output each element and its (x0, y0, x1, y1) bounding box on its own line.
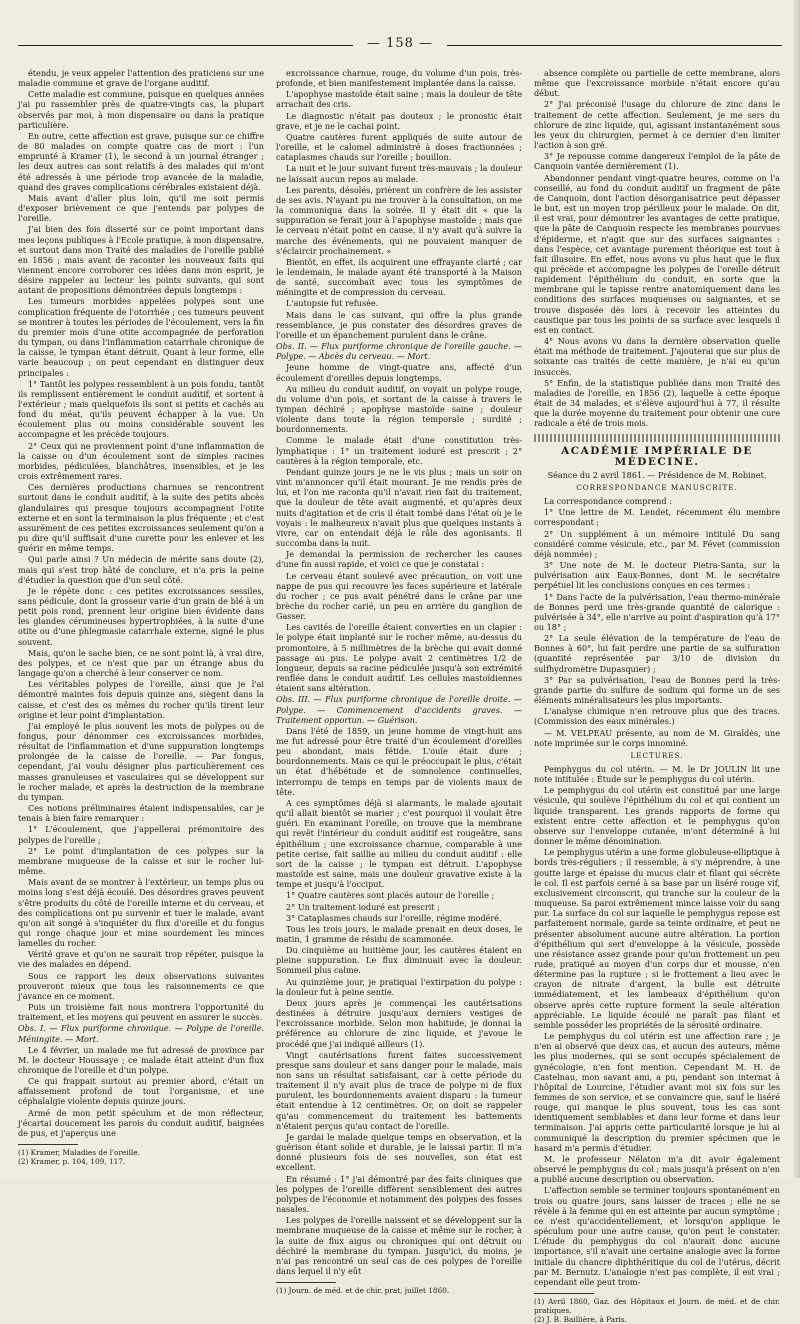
page-number: — 158 — (366, 36, 434, 51)
paragraph: 3° Cataplasmes chauds sur l'oreille, régime modéré. (286, 912, 502, 923)
paragraph: L'autopsie fut refusée. (286, 298, 379, 309)
col2-footnotes (276, 1286, 522, 1295)
paragraph: J'ai bien des fois disserté sur ce point important dans mes leçons publiques à l'Ecole pratique, à mon dispensaire, et surtout dans mon Traité des maladies de l'oreille publié en 1856 ; mais avant de raconter les nouveaux faits qui viennent encore corroborer ces idées dans mon esprit, je désire rappeler au lecteur les points suivants, qui sont autant de propositions démontrées depuis longtemps : (18, 224, 264, 296)
paragraph: 3° Je repousse comme dangereux l'emploi de la pâte de Canquoin vantée dernièrement (1). (534, 151, 780, 172)
paragraph: Au quinzième jour, je pratiquai l'extirpation du polype : la douleur fut à peine sentie. (276, 976, 522, 997)
paragraph: Tous les trois jours, le malade prenait en deux doses, le matin, 1 gramme de résidu de scammonée. (276, 923, 522, 944)
paragraph: Mais avant de se montrer à l'extérieur, un temps plus ou moins long s'est déjà écoulé. Des désordres graves peuvent s'être produits du côté de l'oreille interne et du cerveau, et des complications ont pu survenir et tuer le malade, avant qu'on ait songé à s'inquiéter du flux d'oreille et du fongus qui ronge chaque jour et mine sourdement les minces lamelles du rocher. (18, 877, 264, 949)
paragraph: Mais dans le cas suivant, qui offre la plus grande ressemblance, je pus constater des désordres graves de l'oreille et un épanchement purulent dans le crâne. (276, 309, 522, 340)
paragraph: Vérité grave et qu'on ne saurait trop répéter, puisque la vie des malades en dépend. (18, 949, 264, 970)
paragraph: Les tumeurs morbides appelées polypes sont une complication fréquente de l'otorrhée ; ces tumeurs peuvent se montrer à toutes les périodes de l'écoulement, vers la fin du premier mois d'une otite accompagnée de perforation du tympan, ou dans l'inflammation catarrhale chronique de la caisse, le tympan étant détruit. Quant à leur forme, elle varie beaucoup ; on peut cependant en distinguer deux principales : (18, 296, 265, 378)
paragraph: Puis un troisième fait nous montrera l'opportunité du traitement, et les moyens qui peuvent en assurer le succès. (18, 1002, 264, 1023)
paragraph: A ces symptômes déjà si alarmants, le malade ajoutait qu'il allait bientôt se marier ; c'est pourquoi il voulait être guéri. En examinant l'oreille, on trouve que la membrane qui revêt l'intérieur du conduit auditif est rougeâtre, sans épithélium ; une excroissance charnue, comparable à une petite cerise, fait saillie au milieu du conduit auditif : elle sort de la caisse ; le tympan est détruit. L'apophyse mastoïde est saine, mais une douleur gravative existe à la tempe et jusqu'à l'occiput. (276, 797, 522, 890)
paragraph: Jeune homme de vingt-quatre ans, affecté d'un écoulement d'oreilles depuis longtemps. (276, 362, 522, 383)
paragraph: Ces dernières productions charnues se rencontrent surtout dans le conduit auditif, à la suite des petits abcès glandulaires qui presque toujours accompagnent l'otite externe et en sont la terminaison la plus fréquente ; et c'est assurément de ces petites excroissances seulement qu'on a pu dire qu'il suffisait d'une curette pour les enlever et les guérir en même temps. (18, 482, 264, 554)
paragraph: Pendant quinze jours je ne le vis plus ; mais un soir on vint m'annoncer qu'il était mourant. Je me rendis près de lui, et l'on me raconta qu'il n'avait rien fait du traitement, que la douleur de tête avait augmenté, et qu'après deux nuits d'agitation et de cris il était tombé dans l'état où je le voyais : le malheureux n'avait plus que quelques instants à vivre, car on entendait déjà le râle des agonisants. Il succomba dans la nuit. (276, 466, 522, 549)
paragraph: Le 4 février, un malade me fut adressé de province par M. le docteur Houssaye ; ce malade était atteint d'un flux chronique de l'oreille et d'un polype. (18, 1044, 264, 1075)
academy-title: ACADÉMIE IMPÉRIALE DE MÉDECINE. (561, 445, 753, 468)
paragraph: En outre, cette affection est grave, puisque sur ce chiffre de 80 malades on compte quatre cas de mort : l'un emprunté à Kramer (1), le second à un journal étranger ; les deux autres cas sont relatifs à des malades qui m'ont été adressés à une période trop avancée de la maladie, quand des graves complications cérébrales existaient déjà. (18, 130, 264, 192)
observation-1-title: Obs. I. — Flux puriforme chronique. — Polype de l'oreille. Méningite. — Mort. (18, 1023, 264, 1044)
paragraph: 1° Quatre cautères sont placés autour de l'oreille ; (286, 890, 495, 901)
paragraph: La nuit et le jour suivant furent très-mauvais ; la douleur ne laissait aucun repos au malade. (276, 163, 522, 184)
paragraph: Le pemphygus utérin a une forme globuleuse-elliptique à bords très-réguliers ; il ressemble, à s'y méprendre, à une goutte large et épaisse du mucus clair et filant qui sécrète le col. Il est parfois cerné à sa base par un liséré rouge vif, exclusivement circonscrit, qui tranche sur la couleur de la muqueuse. Sa paroi extrêmement mince laisse voir du sang pur. La surface du col sur laquelle le pemphygus repose est parfaitement normale, garde sa teinte ordinaire, et peut ne présenter absolument aucune autre altération. La portion d'épithélium qui sert d'enveloppe à la vésicule, possède une résistance assez grande pour qu'un frottement un peu rude, pratiqué au moyen d'un corps dur et mousse, n'en détermine pas la rupture ; si le frottement a lieu avec le crayon de nitrate d'argent, la bulle est détruite immédiatement, et les lambeaux d'épithélium qu'on observe après cette rupture forment la seule altération appréciable. Le liquide écoulé ne paraît pas filant et semble posséder les propriétés de la sérosité ordinaire. (534, 847, 780, 1030)
correspondence-label: CORRESPONDANCE MANUSCRITE. (576, 482, 738, 492)
col2-body-c (276, 726, 522, 1276)
col1-body-b (18, 1045, 264, 1138)
paragraph: Comme le malade était d'une constitution très-lymphatique : 1° un traitement ioduré est prescrit ; 2° cautères à la région temporale, etc. (276, 435, 522, 466)
paragraph: Cette maladie est commune, puisque en quelques années j'ai pu rassembler près de quatre-vingts cas, la plupart observés par moi, à mon dispensaire ou dans la pratique particulière. (18, 89, 264, 130)
paragraph: Ces notions préliminaires étaient indispensables, car je tenais à bien faire remarquer : (18, 803, 264, 824)
readings-label: LECTURES. (630, 750, 684, 760)
paragraph: Armé de mon petit spéculum et de mon réflecteur, j'écartai doucement les parois du conduit auditif, baignées de pus, et j'aperçus une (18, 1107, 264, 1138)
paragraph: Je le répète donc : ces petites excroissances sessiles, sans pédicule, dont la grosseur varie d'un grain de blé à un petit pois rond, prennent leur origine bien évidente dans les glandes cérumineuses hypertrophiées, à la suite d'une otite ou d'une phlegmasie catarrhale externe, signé le plus souvent. (18, 585, 264, 647)
paragraph: La correspondance comprend : (544, 496, 672, 507)
paragraph: 1° L'écoulement, que j'appellerai prémonitoire des polypes de l'oreille ; (18, 824, 264, 845)
col2-body-b (276, 362, 522, 693)
footnote-rule (276, 1282, 336, 1283)
paragraph: Les véritables polypes de l'oreille, ainsi que je l'ai démontré maintes fois depuis quinze ans, siègent dans la caisse, et c'est des os mêmes du rocher qu'ils tirent leur origine et leur point d'implantation. (18, 679, 264, 720)
paragraph: Ce qui frappait surtout au premier abord, c'était un affaissement profond de tout l'organisme, et une céphalalgie violente depuis quinze jours. (18, 1076, 264, 1107)
col3-footnotes (534, 1297, 780, 1324)
footnote: (1) Journ. de méd. et de chir. prat, juillet 1860. (276, 1286, 450, 1296)
paragraph: M. le professeur Nélaton m'a dit avoir également observé le pemphygus du col ; mais jusqu'à présent on n'en a publié aucune description ou observation. (534, 1153, 780, 1185)
paragraph: Au milieu du conduit auditif, on voyait un polype rouge, du volume d'un pois, et sortant de la caisse à travers le tympan déchiré ; apophyse mastoïde saine ; douleur violente dans toute la région temporale ; surdité ; bourdonnements. (276, 383, 522, 435)
paragraph: J'ai employé le plus souvent les mots de polypes ou de fongus, pour dénommer ces excroissances morbides, résultat de l'inflammation et d'une suppuration longtemps prolongée de la caisse de l'oreille. — Par fongus, cependant, j'ai voulu désigner plus particulièrement ces masses granuleuses et vasculaires qui se développent sur le rocher malade, et après la destruction de la membrane du tympan. (18, 720, 264, 802)
page-header (18, 36, 782, 54)
paragraph: Les parents, désolés, prièrent un confrère de les assister de ses avis. N'ayant pu me trouver à la consultation, on me la communiqua dans la soirée. Il y était dit « que la suppuration se ferait jour à l'apophyse mastoïde ; mais que le cerveau n'était point en cause, il n'y avait qu'à suivre la marche des événements, qui ne pouvaient manquer de s'éclaircir prochainement. » (276, 184, 522, 256)
paragraph: Le pemphygus du col utérin est constitué par une large vésicule, qui soulève l'épithélium du col et qui contient un liquide transparent. Les grands rapports de forme qui existent entre cette affection et le pemphygus qu'on observe sur l'enveloppe cutanée, m'ont déterminé à lui donner le même dénomination. (534, 785, 780, 847)
paragraph: Mais avant d'aller plus loin, qu'il me soit permis d'exposer brièvement ce que j'entends par polypes de l'oreille. (18, 192, 264, 224)
paragraph: absence complète ou partielle de cette membrane, alors même que l'excroissance morbide n'était encore qu'au début. (534, 68, 780, 99)
paragraph: 2° Un traitement ioduré est prescrit ; (286, 901, 440, 912)
column-3 (534, 68, 780, 1324)
paragraph: Vingt cautérisations furent faites successivement presque sans douleur et sans danger pour le malade, mais non sans un résultat satisfaisant, car à cette période du traitement il n'y avait plus de trace de polype ni de flux purulent, les bourdonnements avaient disparu : la tumeur était entendue à 12 centimètres. Or, on doit se rappeler qu'au commencement du traitement les battements n'étaient perçus qu'au contact de l'oreille. (276, 1049, 522, 1131)
paragraph: Quatre cautères furent appliqués de suite autour de l'oreille, et le calomel administré à doses fractionnées ; cataplasmes chauds sur l'oreille ; bouillon. (276, 131, 522, 163)
column-1 (18, 68, 265, 1167)
paragraph: Du cinquième au huitième jour, les cautères étaient en pleine suppuration. Le flux diminuait avec la douleur. Sommeil plus calme. (276, 945, 522, 976)
column-2 (276, 68, 522, 1296)
paragraph: 2° Le point d'implantation de ces polypes sur la membrane muqueuse de la caisse et sur le rocher lui-même. (18, 845, 264, 877)
session-line: Séance du 2 avril 1861. — Présidence de M. Robinet. (547, 469, 767, 480)
paragraph: 3° Par sa pulvérisation, l'eau de Bonnes perd la très-grande partie du sulfure de sodium qui forme un de ses éléments minéralisateurs les plus importants. (534, 674, 780, 706)
paragraph: En résumé : 1° j'ai démontré par des faits cliniques que les polypes de l'oreille diffèrent sensiblement des autres polypes de l'économie et notamment des polypes des fosses nasales. (276, 1173, 522, 1215)
paragraph: L'analyse chimique n'en retrouve plus que des traces. (Commission des eaux minérales.) (534, 706, 780, 727)
header-rule-right (447, 45, 782, 46)
col3-body-c (534, 764, 780, 1287)
footnote-rule (18, 1144, 78, 1145)
paragraph: Le pemphygus du col utérin est une affection rare ; je n'en ai observé que deux cas, et aucun des auteurs, même les plus modernes, qui se sont occupés spécialement de gynécologie, n'en font mention. Cependant M. H. de Castelnau, mon savant ami, a pu, pendant son internat à l'hôpital de Lourcine, l'étudier avant moi six fois sur les femmes de son service, et se convaincre que, sauf le liséré rouge, qui manque le plus souvent, tous les cas sont identiquement semblables et dans leur forme et dans leur terminaison. J'ai appris cette particularité lorsque je lui ai communiqué la description du premier spécimen que le hasard m'a permis d'étudier. (534, 1031, 780, 1153)
paragraph: Les cavités de l'oreille étaient converties en un clapier : le polype était implanté sur le rocher même, au-dessus du promontoire, à 5 millimètres de la brèche qui avait donné passage au pus. Le polype avait 2 centimètres 1/2 de longueur, depuis sa racine pédiculée jusqu'à son extrémité renflée dans le conduit auditif. Les cellules mastoïdiennes étaient sans altération. (276, 622, 522, 694)
paragraph: Mais, qu'on le sache bien, ce ne sont point là, à vrai dire, des polypes, et ce n'est que par un étrange abus du langage qu'on a cherché à leur conserver ce nom. (18, 647, 264, 679)
paragraph: Je gardai le malade quelque temps en observation, et la guérison étant solide et durable, je le laissai partir. Il m'a donné plusieurs fois de ses nouvelles, son état est excellent. (276, 1131, 522, 1173)
paragraph: Deux jours après je commençai les cautérisations destinées à détruire jusqu'aux derniers vestiges de l'excroissance morbide. Selon mon habitude, je donnai la préférence au chlorure de zinc liquide, et j'avoue le procédé que j'ai indiqué ailleurs (1). (276, 997, 522, 1049)
footnote-rule (534, 1293, 594, 1294)
observation-2-title: Obs. II. — Flux puriforme chronique de l'oreille gauche. — Polype. — Abcès du cerveau. — Mort. (276, 341, 522, 362)
paragraph: Dans l'été de 1859, un jeune homme de vingt-huit ans me fut adressé pour être traité d'un écoulement d'oreilles peu abondant, mais fétide. L'ouïe était dure ; bourdonnements. Mais ce qui le préoccupait le plus, c'était un état d'hébétude et de somnolence continuelles, interrompu de temps en temps par de violents maux de tête. (276, 725, 522, 797)
paragraph: Pemphygus du col utérin. — M. le Dr JOULIN lit une note intitulée : Étude sur le pemphygus du col utérin. (534, 764, 780, 785)
paragraph: Le cerveau étant soulevé avec précaution, on voit une nappe de pus qui recouvre les faces supérieure et latérale du rocher ; ce pus avait pénétré dans le crâne par une brèche du rocher carié, un peu en arrière du ganglion de Gasser. (276, 570, 522, 622)
paragraph: — M. VELPEAU présente, au nom de M. Giraldès, une note imprimée sur le corps innominé. (534, 727, 780, 748)
paragraph: 1° Tantôt les polypes ressemblent à un pois fondu, tantôt ils remplissent entièrement le conduit auditif, et sortent à l'extérieur ; mais quelquefois ils sont si petits et cachés au fond du méat, qu'ils peuvent échapper à la vue. Un écoulement plus ou moins considérable souvent les accompagne et les précède toujours. (18, 378, 264, 440)
page-edge (794, 0, 800, 1178)
col2-body (276, 68, 522, 340)
observation-3-title: Obs. III. — Flux puriforme chronique de l'oreille droite. — Polype. — Commencement d'accidents graves. — Traitement opportun. — Guérison. (276, 694, 522, 725)
paragraph: excroissance charnue, rouge, du volume d'un pois, très-profonde, et bien manifestement implantée dans la caisse. (276, 68, 522, 89)
paragraph: 5° Enfin, de la statistique publiée dans mon Traité des maladies de l'oreille, en 1856 (2), laquelle à cette époque était de 34 malades, et s'élève aujourd'hui à 77, il résulte que la durée moyenne du traitement pour obtenir une cure radicale a été de trois mois. (534, 377, 780, 429)
paragraph: Je demandai la permission de rechercher les causes d'une fin aussi rapide, et voici ce que je constatai : (276, 549, 522, 570)
paragraph: 2° La seule élévation de la température de l'eau de Bonnes à 60°, lui fait perdre une partie de sa sulfuration (quantité représentée par 3/10 de division du sulfhydromètre Dupasquier) ; (534, 633, 780, 674)
paragraph: 2° J'ai préconisé l'usage du chlorure de zinc dans le traitement de cette affection. Seulement, je me sers du chlorure de zinc liquide, qui, agissant instantanément sous les yeux du chirurgien, permet à ce dernier d'en limiter l'action à son gré. (534, 99, 780, 151)
footnote: (1) Avril 1860, Gaz. des Hôpitaux et Journ. de méd. et de chir. pratiques. (534, 1296, 780, 1315)
paragraph: 2° Un supplément à un mémoire intitulé Du sang considéré comme vésicule, etc., par M. Févet (commission déjà nommée) ; (534, 528, 780, 559)
paragraph: Bientôt, en effet, ils acquirent une effrayante clarté ; car le lendemain, le malade ayant été transporté à la Maison de santé, succombait avec tous les symptômes de méningite et de compression du cerveau. (276, 256, 522, 298)
paragraph: 1° Une lettre de M. Lendet, récemment élu membre correspondant ; (534, 507, 780, 528)
footnote: (2) Kramer, p. 104, 109, 117. (18, 1157, 126, 1167)
footnote: (2) J. B. Baillière, à Paris. (534, 1314, 627, 1324)
paragraph: Abandonner pendant vingt-quatre heures, comme on l'a conseillé, au fond du conduit auditif un fragment de pâte de Canquoin, dont l'action désorganisatrice peut dépasser le but, est un moyen trop périlleux pour le malade. On dit, il est vrai, pour démontrer les avantages de cette pratique, que la pâte de Canquoin respecte les membranes pourvues d'épiderme, et n'agit que sur des surfaces saignantes : dans l'espèce, cet avantage purement théorique est tout à fait illusoire. En effet, nous avons vu plus haut que le flux qui précède et accompagne les polypes de l'oreille détruit rapidement l'épithélium du conduit, en sorte que la membrane qui le tapisse rentre anatomiquement dans les conditions des surfaces muqueuses ou saignantes, et se trouve disposée dès lors à recevoir les atteintes du caustique par tous les points de sa surface avec lesquels il est en contact. (534, 172, 780, 335)
footnote: (1) Kramer, Maladies de l'oreille. (18, 1148, 140, 1158)
text-columns (18, 68, 780, 1324)
paragraph: L'apophyse mastoïde était saine ; mais la douleur de tête arrachait des cris. (276, 89, 522, 110)
col3-body (534, 68, 780, 428)
paragraph: 4° Nous avons vu dans la dernière observation quelle était ma méthode de traitement. J'ajouterai que sur plus de soixante cas traités de cette manière, je n'ai eu qu'un insuccès. (534, 336, 780, 377)
section-ornament (534, 434, 780, 442)
col1-body (18, 68, 264, 1022)
paragraph: Le diagnostic n'était pas douteux ; le pronostic était grave, et je ne le cachai point. (276, 110, 522, 131)
paragraph: 1° Dans l'acte de la pulvérisation, l'eau thermo-minérale de Bonnes perd une très-grande quantité de calorique : pulvérisée à 34°, elle n'arrive au point d'aspiration qu'à 17° ou 18° ; (534, 591, 780, 632)
paragraph: Qui parle ainsi ? Un médecin de mérite sans doute (2), mais qui s'est trop hâté de conclure, et n'a pris la peine d'étudier la question que d'un seul côté. (18, 554, 264, 585)
paragraph: 3° Une note de M. le docteur Pietra-Santa, sur la pulvérisation aux Eaux-Bonnes, dont M. le secrétaire perpétuel lit les conclusions conçues en ces termes : (534, 560, 780, 591)
paragraph: 2° Ceux qui ne proviennent point d'une inflammation de la caisse ou d'un écoulement sont de simples racines morbides, pédiculées, blanchâtres, insensibles, et je les crois extrêmement rares. (18, 440, 264, 482)
paragraph: étendu, je veux appeler l'attention des praticiens sur une maladie commune et grave de l'organe auditif. (18, 68, 264, 89)
col1-footnotes (18, 1148, 264, 1166)
col3-body-b (534, 496, 780, 748)
paragraph: Sous ce rapport les deux observations suivantes prouveront mieux que tous les raisonnements ce que j'avance en ce moment. (18, 970, 264, 1001)
paragraph: Les polypes de l'oreille naissent et se développent sur la membrane muqueuse de la caisse et même sur le rocher, à la suite de flux aigus ou chroniques qui ont détruit ou déchiré la membrane du tympan. Jusqu'ici, du moins, je n'ai pas rencontré un seul cas de ces polypes de l'oreille dans lequel il n'y eût (276, 1215, 522, 1276)
paragraph: L'affection semble se terminer toujours spontanément en trois ou quatre jours, sans laisser de traces ; elle ne se révèle à la femme qui en est atteinte par aucun symptôme ; ce n'est qu'accidentellement, et lorsqu'on applique le spéculum pour une autre cause, qu'on peut le constater. L'étude du pemphygus du col n'aurait donc aucune importance, s'il n'avait une certaine analogie avec la forme initiale du chancre diphthéritique du col de l'utérus, décrit par M. Bernutz. L'analogie n'est pas complète, il est vrai ; cependant elle peut trom- (534, 1185, 780, 1287)
